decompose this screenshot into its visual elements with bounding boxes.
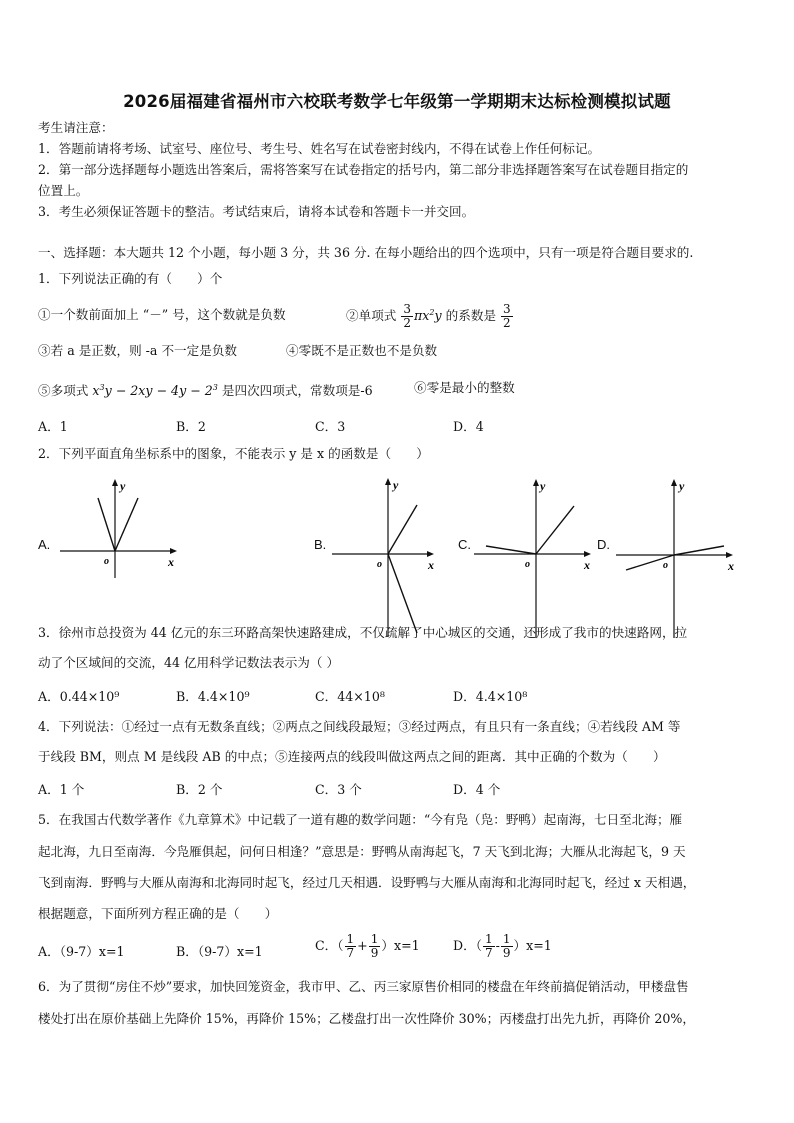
q4-option-b: B．2 个 <box>176 782 223 797</box>
q5-stem-1: 5．在我国古代数学著作《九章算术》中记载了一道有趣的数学问题：“今有凫（凫：野鸭）起南海，七日至北海；雁 <box>38 812 683 827</box>
q1-option-b: B．2 <box>176 419 206 434</box>
q2-d-x-label: x <box>728 559 734 573</box>
q2-a-y-label: y <box>120 479 126 493</box>
q3-option-a: A．0.44×10⁹ <box>38 689 120 704</box>
q1-s5-suffix: 是四次四项式，常数项是-6 <box>221 383 373 399</box>
q4-stem-2: 于线段 BM，则点 M 是线段 AB 的中点；⑤连接两点的线段叫做这两点之间的距离．其中正确的个数为（ ） <box>38 749 666 764</box>
q3-stem-2: 动了个区域间的交流，44 亿用科学记数法表示为（ ） <box>38 655 340 670</box>
q1-statement-5: ⑤多项式 $x^3y - 2xy - 4y - 2^3$ 是四次四项式，常数项是-6 <box>38 383 373 399</box>
fraction-3-2b: $\frac{3}{2}$ <box>503 302 511 331</box>
q2-b-origin: o <box>377 559 382 570</box>
q5-stem-2: 起北海，九日至南海．今凫雁俱起，问何日相逢？”意思是：野鸭从南海起飞，7 天飞到北海；大雁从北海起飞，9 天 <box>38 844 686 859</box>
notice-item-3: 3．考生必须保证答题卡的整洁。考试结束后，请将本试卷和答题卡一并交回。 <box>38 204 475 219</box>
page-title: 2026届福建省福州市六校联考数学七年级第一学期期末达标检测模拟试题 <box>123 92 671 111</box>
q4-option-c: C．3 个 <box>315 782 362 797</box>
q2-graph-d <box>616 478 744 638</box>
q2-label-b: B. <box>314 537 327 552</box>
notice-item-2-cont: 位置上。 <box>38 183 89 198</box>
q1-option-a: A．1 <box>38 419 68 434</box>
q5-d-tail: ）x=1 <box>513 938 552 953</box>
q5-d-prefix: D．（ <box>453 938 482 953</box>
q2-c-origin: o <box>525 559 530 570</box>
q3-option-c: C．44×10⁸ <box>315 689 385 704</box>
q1-s2-prefix: ②单项式 <box>346 308 397 324</box>
q3-stem-1: 3．徐州市总投资为 44 亿元的东三环路高架快速路建成，不仅疏解了中心城区的交通，还形成了我市的快速路网，拉 <box>38 625 688 640</box>
q2-graph-a <box>60 478 185 578</box>
q3-option-d: D．4.4×10⁸ <box>453 689 528 704</box>
q4-option-d: D．4 个 <box>453 782 501 797</box>
q1-option-d: D．4 <box>453 419 484 434</box>
q2-b-y-label: y <box>393 478 399 492</box>
q5-c-prefix: C．（ <box>315 938 344 953</box>
q2-d-origin: o <box>663 560 668 571</box>
q1-stem: 1．下列说法正确的有（ ）个 <box>38 271 223 286</box>
q1-option-c: C．3 <box>315 419 346 434</box>
q2-graph-b <box>332 477 447 637</box>
q6-stem-1: 6．为了贯彻“房住不炒”要求，加快回笼资金，我市甲、乙、丙三家原售价相同的楼盘在年终前搞促销活动，甲楼盘售 <box>38 979 689 994</box>
q3-option-b: B．4.4×10⁹ <box>176 689 250 704</box>
notice-item-2: 2．第一部分选择题每小题选出答案后，需将答案写在试卷指定的括号内，第二部分非选择题答案写在试卷题目指定的 <box>38 162 689 177</box>
q2-d-y-label: y <box>679 479 685 493</box>
q2-label-a: A. <box>38 537 51 552</box>
q2-c-x-label: x <box>584 558 590 572</box>
q5-c-tail: ）x=1 <box>381 938 420 953</box>
q1-statement-4: ④零既不是正数也不是负数 <box>286 343 438 358</box>
q2-label-d: D. <box>597 537 610 552</box>
q1-statement-1: ①一个数前面加上 “－” 号，这个数就是负数 <box>38 307 286 322</box>
q5-option-c: C．（ $\frac{1}{7}$ + $\frac{1}{9}$ ）x=1 <box>315 932 420 960</box>
q2-a-origin: o <box>104 556 109 567</box>
q1-s5-prefix: ⑤多项式 <box>38 383 89 399</box>
q4-stem-1: 4．下列说法：①经过一点有无数条直线；②两点之间线段最短；③经过两点，有且只有一条直线；④若线段 AM 等 <box>38 719 681 734</box>
q2-a-x-label: x <box>168 555 174 569</box>
notice-head: 考生请注意： <box>38 120 114 135</box>
fraction-3-2: $\frac{3}{2}$ <box>403 302 412 331</box>
q2-stem: 2．下列平面直角坐标系中的图象，不能表示 y 是 x 的函数是（ ） <box>38 446 429 461</box>
q2-graph-c <box>474 478 599 638</box>
q2-label-c: C. <box>458 537 471 552</box>
q2-b-x-label: x <box>428 558 434 572</box>
q5-option-b: B．（9-7）x=1 <box>176 944 263 959</box>
q1-statement-3: ③若 a 是正数，则 -a 不一定是负数 <box>38 343 238 358</box>
q4-option-a: A．1 个 <box>38 782 85 797</box>
q6-stem-2: 楼处打出在原价基础上先降价 15%，再降价 15%；乙楼盘打出一次性降价 30%；丙楼盘打出先九折，再降价 20%， <box>38 1011 695 1026</box>
section-heading: 一、选择题：本大题共 12 个小题，每小题 3 分，共 36 分. 在每小题给出的四个选项中，只有一项是符合题目要求的. <box>38 245 694 260</box>
notice-item-1: 1．答题前请将考场、试室号、座位号、考生号、姓名写在试卷密封线内，不得在试卷上作任何标记。 <box>38 141 601 156</box>
q5-option-d: D．（ $\frac{1}{7}$ - $\frac{1}{9}$ ）x=1 <box>453 932 552 960</box>
q1-statement-2: ②单项式 $\frac{3}{2}$ $\pi x^2y$ 的系数是 $\frac{3}{2}$ <box>346 302 511 331</box>
q5-option-a: A．（9-7）x=1 <box>38 944 125 959</box>
q2-c-y-label: y <box>540 479 546 493</box>
q1-statement-6: ⑥零是最小的整数 <box>414 380 515 395</box>
q5-stem-3: 飞到南海．野鸭与大雁从南海和北海同时起飞，经过几天相遇．设野鸭与大雁从南海和北海同时起飞，经过 x 天相遇， <box>38 875 696 890</box>
q1-s2-middle: 的系数是 <box>445 308 497 324</box>
q5-stem-4: 根据题意，下面所列方程正确的是（ ） <box>38 906 278 921</box>
